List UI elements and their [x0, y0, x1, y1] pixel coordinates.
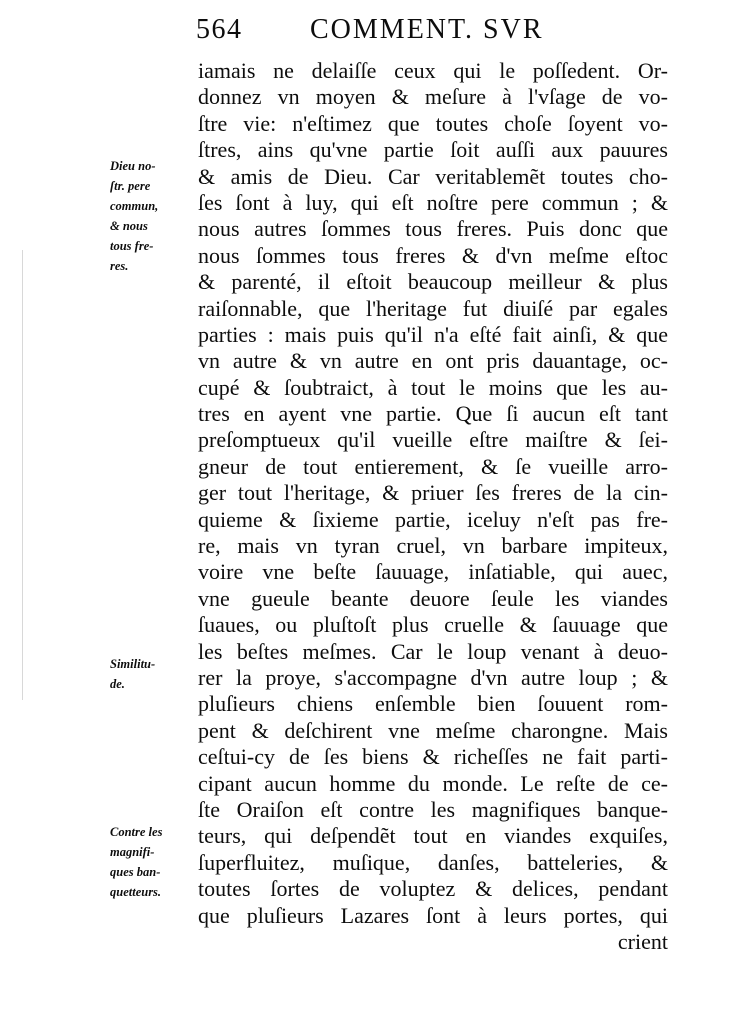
text-line: preſomptueux qu'il vueille eſtre maiſtre & ſei- — [198, 427, 668, 453]
text-line: cipant aucun homme du monde. Le reſte de ce- — [198, 770, 668, 796]
text-line: iamais ne delaiſſe ceux qui le poſſedent. Or- — [198, 58, 668, 83]
text-line: & parenté, il eſtoit beaucoup meilleur & plus — [198, 269, 668, 295]
page-edge-rule — [22, 250, 23, 700]
margin-note-line: Contre les — [110, 825, 163, 839]
margin-note-line: Similitu- — [110, 657, 156, 671]
margin-note-line: & nous — [110, 219, 148, 233]
page-number: 564 — [196, 14, 243, 45]
text-line: cupé & ſoubtraict, à tout le moins que les au- — [198, 374, 668, 400]
body-text — [198, 58, 668, 955]
text-line: ſuaues, ou pluſtoſt plus cruelle & ſauuage que — [198, 612, 668, 638]
text-line: ſte Oraiſon eſt contre les magnifiques banque- — [198, 796, 668, 822]
text-line: pent & deſchirent vne meſme charongne. Mais — [198, 717, 668, 743]
text-line: ceſtui-cy de ſes biens & richeſſes ne fait parti- — [198, 744, 668, 770]
catchword: crient — [617, 928, 668, 954]
text-line: ſuperfluitez, muſique, danſes, batteleries, & — [198, 849, 668, 875]
margin-note-line: magnifi- — [110, 845, 155, 859]
text-line: parties : mais puis qu'il n'a eſté fait ainſi, & que — [198, 321, 668, 347]
text-line: vne gueule beante deuore ſeule les viandes — [198, 585, 668, 611]
text-line: ger tout l'heritage, & priuer ſes freres de la cin- — [198, 480, 668, 506]
margin-note-dieu-pere-commun — [110, 156, 196, 276]
text-line: nous autres ſommes tous freres. Puis donc que — [198, 216, 668, 242]
text-line: vn autre & vn autre en ont pris dauantage, oc- — [198, 348, 668, 374]
page-header — [196, 14, 666, 54]
margin-note-line: tous fre- — [110, 239, 154, 253]
margin-note-line: res. — [110, 259, 129, 273]
margin-note-line: ques ban- — [110, 865, 161, 879]
margin-note-line: quetteurs. — [110, 885, 162, 899]
text-line: les beſtes meſmes. Car le loup venant à deuo- — [198, 638, 668, 664]
text-line: re, mais vn tyran cruel, vn barbare impiteux, — [198, 533, 668, 559]
text-line: que pluſieurs Lazares ſont à leurs portes, qui — [198, 902, 668, 928]
margin-note-line: de. — [110, 677, 125, 691]
text-line: quieme & ſixieme partie, iceluy n'eſt pas fre- — [198, 506, 668, 532]
text-line: teurs, qui deſpendẽt tout en viandes exquiſes, — [198, 823, 668, 849]
text-line: donnez vn moyen & meſure à l'vſage de vo- — [198, 84, 668, 110]
text-line: ſtre vie: n'eſtimez que toutes choſe ſoyent vo- — [198, 110, 668, 136]
margin-note-line: Dieu no- — [110, 159, 156, 173]
running-title: COMMENT. SVR — [310, 14, 544, 45]
margin-note-similitude — [110, 654, 196, 694]
margin-note-contre-banquetteurs — [110, 822, 196, 902]
text-line: ſtres, ains qu'vne partie ſoit auſſi aux pauures — [198, 137, 668, 163]
text-line: gneur de tout entierement, & ſe vueille arro- — [198, 453, 668, 479]
text-line: rer la proye, s'accompagne d'vn autre loup ; & — [198, 664, 668, 690]
text-line: tres en ayent vne partie. Que ſi aucun eſt tant — [198, 401, 668, 427]
text-line: nous ſommes tous freres & d'vn meſme eſtoc — [198, 242, 668, 268]
text-line: raiſonnable, que l'heritage fut diuiſé par egales — [198, 295, 668, 321]
text-line: ſes ſont à luy, qui eſt noſtre pere commun ; & — [198, 189, 668, 215]
text-line: voire vne beſte ſauuage, inſatiable, qui auec, — [198, 559, 668, 585]
text-line: pluſieurs chiens enſemble bien ſouuent rom- — [198, 691, 668, 717]
text-line: toutes ſortes de voluptez & delices, pendant — [198, 876, 668, 902]
text-line: & amis de Dieu. Car veritablemẽt toutes cho- — [198, 163, 668, 189]
margin-note-line: ſtr. pere — [110, 179, 151, 193]
margin-note-line: commun, — [110, 199, 159, 213]
